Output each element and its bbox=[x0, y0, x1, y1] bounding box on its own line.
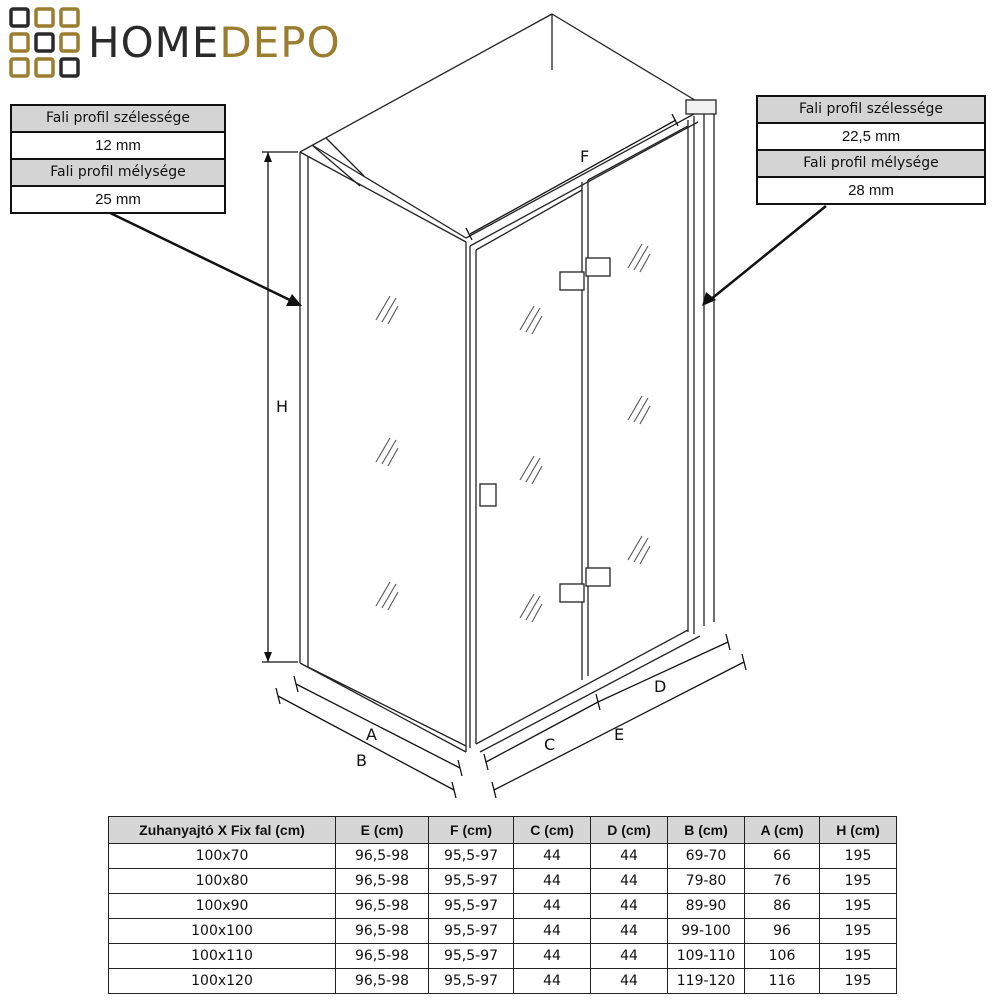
brand-name-part1: HOME bbox=[88, 18, 220, 67]
cell-h: 195 bbox=[820, 919, 897, 944]
cell-h: 195 bbox=[820, 944, 897, 969]
table-header-row bbox=[109, 817, 897, 844]
right-profile-width-value: 22,5 mm bbox=[758, 122, 984, 149]
table-row bbox=[109, 969, 897, 994]
left-profile-width-label: Fali profil szélessége bbox=[12, 106, 224, 131]
cell-e: 96,5-98 bbox=[336, 894, 429, 919]
cell-d: 44 bbox=[591, 844, 668, 869]
header-b: B (cm) bbox=[668, 817, 745, 844]
cell-a: 86 bbox=[745, 894, 820, 919]
cell-b: 89-90 bbox=[668, 894, 745, 919]
dim-label-b: B bbox=[356, 751, 367, 770]
dim-label-e: E bbox=[614, 725, 625, 744]
dim-label-f: F bbox=[580, 147, 590, 166]
cell-d: 44 bbox=[591, 969, 668, 994]
cell-d: 44 bbox=[591, 944, 668, 969]
right-profile-spec bbox=[756, 95, 986, 205]
dim-label-d: D bbox=[654, 677, 667, 696]
cell-a: 76 bbox=[745, 869, 820, 894]
cell-size: 100x70 bbox=[109, 844, 336, 869]
table-row bbox=[109, 919, 897, 944]
cell-d: 44 bbox=[591, 919, 668, 944]
cell-e: 96,5-98 bbox=[336, 919, 429, 944]
cell-f: 95,5-97 bbox=[429, 869, 514, 894]
cell-d: 44 bbox=[591, 894, 668, 919]
cell-c: 44 bbox=[514, 969, 591, 994]
right-profile-depth-value: 28 mm bbox=[758, 176, 984, 203]
left-profile-depth-value: 25 mm bbox=[12, 185, 224, 212]
cell-b: 69-70 bbox=[668, 844, 745, 869]
cell-size: 100x120 bbox=[109, 969, 336, 994]
header-f: F (cm) bbox=[429, 817, 514, 844]
cell-f: 95,5-97 bbox=[429, 969, 514, 994]
cell-f: 95,5-97 bbox=[429, 944, 514, 969]
cell-size: 100x110 bbox=[109, 944, 336, 969]
cell-e: 96,5-98 bbox=[336, 869, 429, 894]
dim-label-h: H bbox=[276, 397, 289, 416]
cell-b: 99-100 bbox=[668, 919, 745, 944]
cell-f: 95,5-97 bbox=[429, 894, 514, 919]
cell-f: 95,5-97 bbox=[429, 919, 514, 944]
cell-c: 44 bbox=[514, 919, 591, 944]
left-profile-spec bbox=[10, 104, 226, 214]
glass-reflection-marks bbox=[376, 244, 650, 622]
size-table bbox=[108, 816, 897, 994]
cell-c: 44 bbox=[514, 944, 591, 969]
table-row bbox=[109, 869, 897, 894]
cell-size: 100x100 bbox=[109, 919, 336, 944]
cell-d: 44 bbox=[591, 869, 668, 894]
header-e: E (cm) bbox=[336, 817, 429, 844]
cell-h: 195 bbox=[820, 894, 897, 919]
brand-name-part2: DEPO bbox=[219, 18, 341, 67]
header-d: D (cm) bbox=[591, 817, 668, 844]
right-profile-width-label: Fali profil szélessége bbox=[758, 97, 984, 122]
cell-e: 96,5-98 bbox=[336, 969, 429, 994]
cell-size: 100x90 bbox=[109, 894, 336, 919]
header-size: Zuhanyajtó X Fix fal (cm) bbox=[109, 817, 336, 844]
cell-h: 195 bbox=[820, 969, 897, 994]
cell-e: 96,5-98 bbox=[336, 944, 429, 969]
cell-f: 95,5-97 bbox=[429, 844, 514, 869]
left-profile-width-value: 12 mm bbox=[12, 131, 224, 158]
cell-b: 79-80 bbox=[668, 869, 745, 894]
cell-a: 106 bbox=[745, 944, 820, 969]
cell-b: 119-120 bbox=[668, 969, 745, 994]
cell-c: 44 bbox=[514, 894, 591, 919]
table-row bbox=[109, 844, 897, 869]
cell-a: 66 bbox=[745, 844, 820, 869]
cell-a: 96 bbox=[745, 919, 820, 944]
cell-c: 44 bbox=[514, 844, 591, 869]
dim-label-a: A bbox=[366, 725, 377, 744]
table-row bbox=[109, 894, 897, 919]
right-profile-depth-label: Fali profil mélysége bbox=[758, 149, 984, 176]
table-row bbox=[109, 944, 897, 969]
cell-h: 195 bbox=[820, 869, 897, 894]
left-profile-depth-label: Fali profil mélysége bbox=[12, 158, 224, 185]
cell-h: 195 bbox=[820, 844, 897, 869]
cell-b: 109-110 bbox=[668, 944, 745, 969]
header-a: A (cm) bbox=[745, 817, 820, 844]
cell-e: 96,5-98 bbox=[336, 844, 429, 869]
dim-label-c: C bbox=[544, 735, 556, 754]
header-h: H (cm) bbox=[820, 817, 897, 844]
header-c: C (cm) bbox=[514, 817, 591, 844]
cell-c: 44 bbox=[514, 869, 591, 894]
cell-size: 100x80 bbox=[109, 869, 336, 894]
cell-a: 116 bbox=[745, 969, 820, 994]
